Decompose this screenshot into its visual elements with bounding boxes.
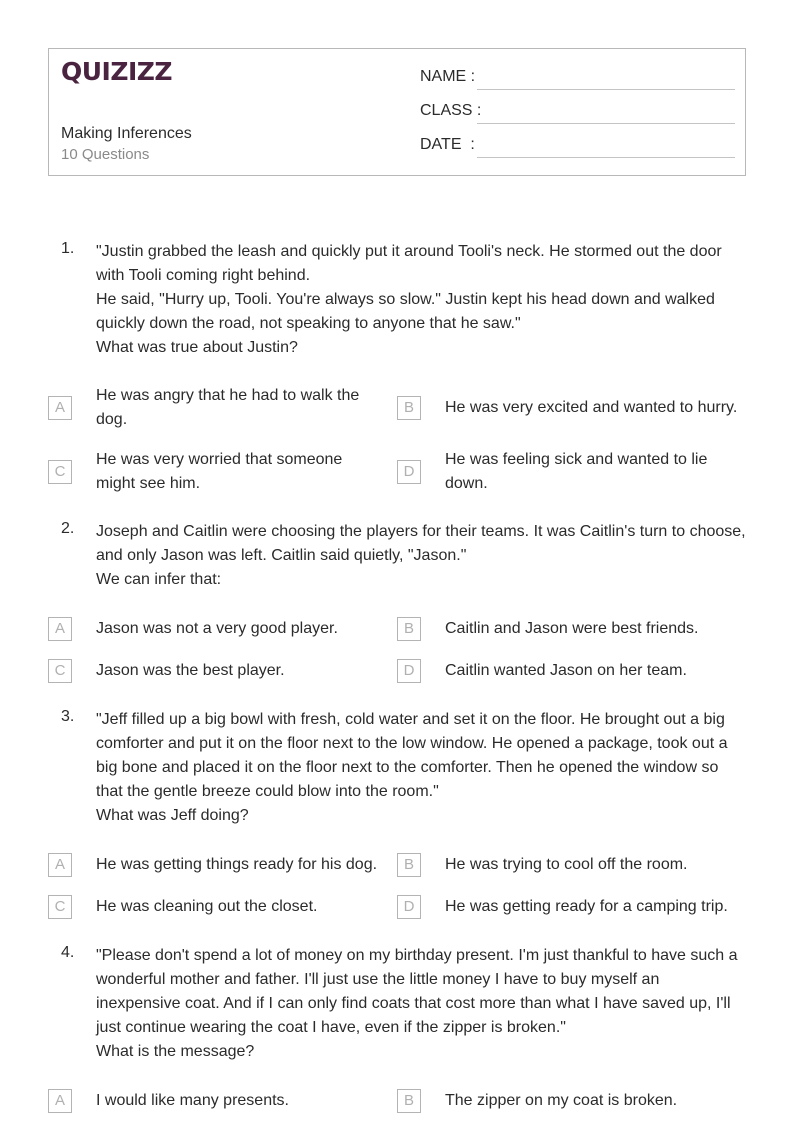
option-c-text: Jason was the best player. bbox=[96, 662, 285, 679]
option-a-box[interactable]: A bbox=[48, 1089, 72, 1113]
question-number: 3. bbox=[61, 708, 75, 725]
option-b-box[interactable]: B bbox=[397, 617, 421, 641]
name-line[interactable] bbox=[477, 89, 735, 90]
question-line: "Jeff filled up a big bowl with fresh, cold water and set it on the floor. He brought out a big comforter and put it on the floor next to the low window. He opened a package, took out a big bone and placed it on the floor next to the comforter. Then he opened the window so that the gentle breeze could blow into the room." bbox=[96, 711, 728, 800]
option-a-text: He was angry that he had to walk the dog. bbox=[96, 387, 360, 428]
option-d-text: Caitlin wanted Jason on her team. bbox=[445, 662, 687, 679]
question-line: Joseph and Caitlin were choosing the players for their teams. It was Caitlin's turn to choose, and only Jason was left. Caitlin said quietly, "Jason." bbox=[96, 523, 746, 564]
date-label: DATE : bbox=[420, 136, 475, 153]
question-number: 4. bbox=[61, 944, 75, 961]
option-d-text: He was getting ready for a camping trip. bbox=[445, 898, 728, 915]
question-line: He said, "Hurry up, Tooli. You're always so slow." Justin kept his head down and walked quickly down the road, not speaking to anyone that he saw." bbox=[96, 291, 715, 332]
class-label: CLASS : bbox=[420, 102, 482, 119]
question-line: We can infer that: bbox=[96, 571, 222, 588]
option-c-box[interactable]: C bbox=[48, 460, 72, 484]
date-line[interactable] bbox=[477, 157, 735, 158]
option-d-box[interactable]: D bbox=[397, 895, 421, 919]
option-a-box[interactable]: A bbox=[48, 617, 72, 641]
worksheet-title: Making Inferences bbox=[61, 125, 192, 142]
option-d-box[interactable]: D bbox=[397, 460, 421, 484]
option-b-text: Caitlin and Jason were best friends. bbox=[445, 620, 699, 637]
question-line: "Justin grabbed the leash and quickly put it around Tooli's neck. He stormed out the door with Tooli coming right behind. bbox=[96, 243, 722, 284]
option-a-box[interactable]: A bbox=[48, 853, 72, 877]
question-number: 1. bbox=[61, 240, 75, 257]
worksheet-header bbox=[48, 48, 746, 176]
option-b-text: The zipper on my coat is broken. bbox=[445, 1092, 678, 1109]
option-d-text: He was feeling sick and wanted to lie down. bbox=[445, 451, 708, 492]
question-line: "Please don't spend a lot of money on my birthday present. I'm just thankful to have such a wonderful mother and father. I'll just use the little money I have to buy myself an inexpensive coat. And if I can only find coats that cost more than what I have saved up, I'll just continue wearing the coat I have, even if the zipper is broken." bbox=[96, 947, 738, 1036]
option-b-text: He was very excited and wanted to hurry. bbox=[445, 399, 738, 416]
date-field[interactable] bbox=[420, 134, 735, 158]
question-number: 2. bbox=[61, 520, 75, 537]
option-a-text: Jason was not a very good player. bbox=[96, 620, 338, 637]
question-text bbox=[96, 944, 748, 1064]
option-b-text: He was trying to cool off the room. bbox=[445, 856, 688, 873]
option-b-box[interactable]: B bbox=[397, 853, 421, 877]
option-c-box[interactable]: C bbox=[48, 659, 72, 683]
option-d-box[interactable]: D bbox=[397, 659, 421, 683]
question-count: 10 Questions bbox=[61, 146, 150, 163]
name-label: NAME : bbox=[420, 68, 476, 85]
option-c-box[interactable]: C bbox=[48, 895, 72, 919]
question-line: What was Jeff doing? bbox=[96, 807, 249, 824]
option-a-text: I would like many presents. bbox=[96, 1092, 289, 1109]
question-line: What is the message? bbox=[96, 1043, 255, 1060]
class-field[interactable] bbox=[420, 100, 735, 124]
option-a-box[interactable]: A bbox=[48, 396, 72, 420]
name-field[interactable] bbox=[420, 66, 735, 90]
question-line: What was true about Justin? bbox=[96, 339, 298, 356]
option-c-text: He was cleaning out the closet. bbox=[96, 898, 318, 915]
quizizz-logo: QUIZIZZ bbox=[61, 57, 173, 86]
option-c-text: He was very worried that someone might see him. bbox=[96, 451, 343, 492]
class-line[interactable] bbox=[477, 123, 735, 124]
question-text bbox=[96, 520, 748, 592]
option-a-text: He was getting things ready for his dog. bbox=[96, 856, 378, 873]
question-text bbox=[96, 240, 748, 360]
question-text bbox=[96, 708, 748, 828]
option-b-box[interactable]: B bbox=[397, 396, 421, 420]
option-b-box[interactable]: B bbox=[397, 1089, 421, 1113]
